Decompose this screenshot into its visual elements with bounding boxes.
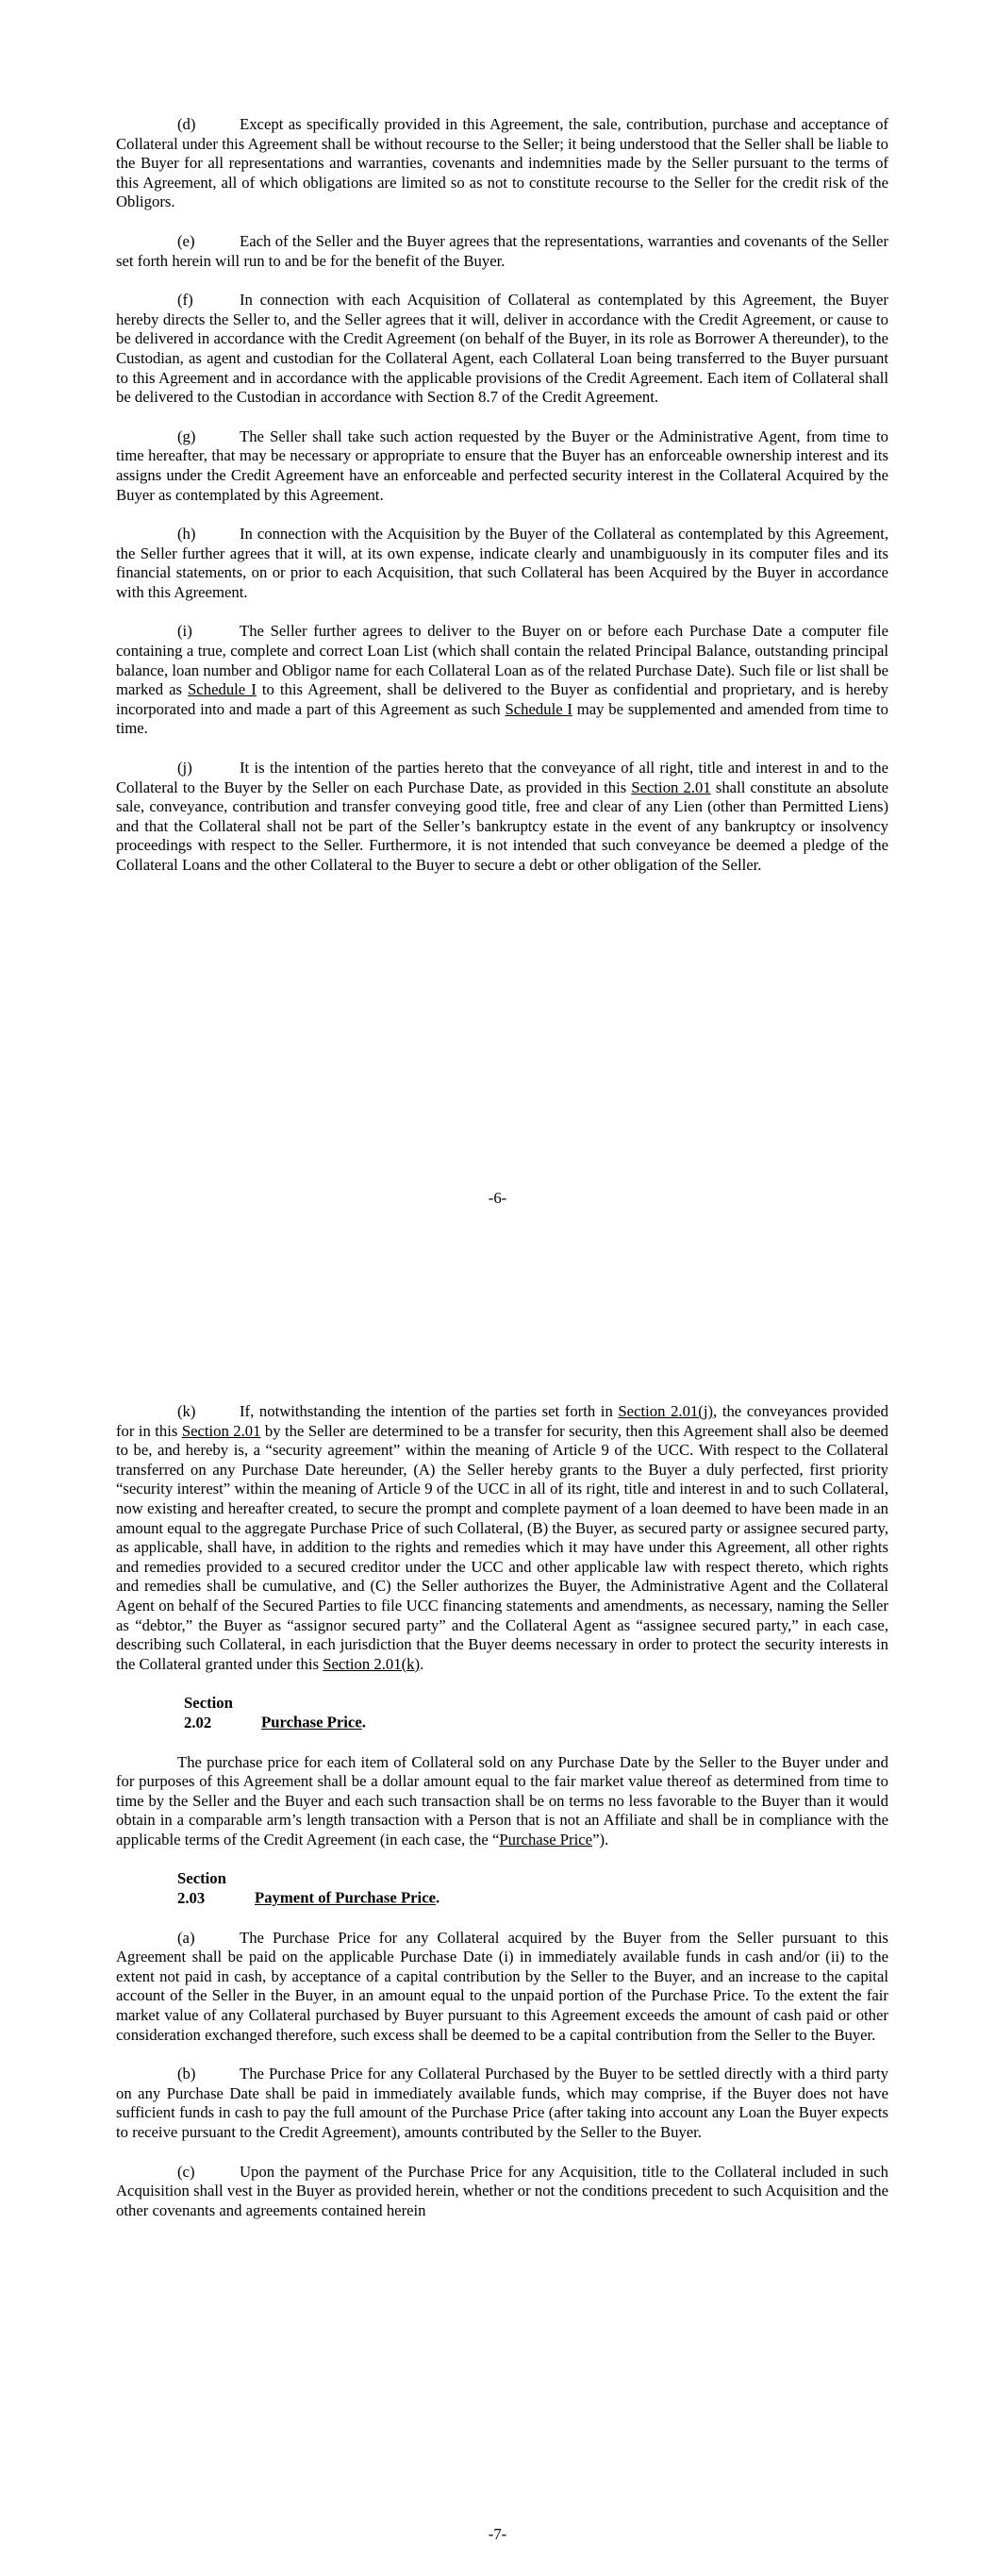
paragraph-k — [116, 1402, 888, 1674]
paragraph-d — [116, 115, 888, 212]
page-7-body — [116, 1402, 888, 2220]
paragraph-text: It is the intention of the parties hereto that the conveyance of all right, title and interest in and to the Collateral to the Buyer by the Seller on each Purchase Date, as provided in this — [116, 759, 888, 796]
page-7 — [0, 1274, 995, 2576]
section-number: Section 2.03 — [177, 1869, 226, 1908]
paragraph-a — [116, 1929, 888, 2046]
paragraph-text: The Purchase Price for any Collateral Purchased by the Buyer to be settled directly with a third party on any Purchase Date shall be paid in immediately available funds, which may comprise, if the Buyer does not have sufficient funds in cash to pay the full amount of the Purchase Price (after taking into account any Loan the Buyer expects to receive pursuant to the Credit Agreement), amounts contributed by the Seller to the Buyer. — [116, 2065, 888, 2141]
paragraph-text: . — [420, 1654, 424, 1673]
paragraph-text: The purchase price for each item of Collateral sold on any Purchase Date by the Seller to the Buyer under and for purposes of this Agreement shall be a dollar amount equal to the fair market value thereof as determined from time to time by the Seller and the Buyer and each such transaction shall be on terms no less favorable to the Buyer than it would obtain in a comparable arm’s length transaction with a Person that is not an Affiliate and shall be in compliance with the applicable terms of the Credit Agreement (in each case, the “ — [116, 1752, 888, 1848]
paragraph-text: In connection with each Acquisition of Collateral as contemplated by this Agreement, the Buyer hereby directs the Seller to, and the Seller agrees that it will, deliver in accordance with the Credit Agreement, or cause to be delivered in accordance with the Credit Agreement (on behalf of the Buyer, in its role as Borrower A thereunder), to the Custodian, as agent and custodian for the Collateral Agent, each Collateral Loan being transferred to the Buyer pursuant to this Agreement and in accordance with the applicable provisions of the Credit Agreement. Each item of Collateral shall be delivered to the Custodian in accordance with Section 8.7 of the Credit Agreement. — [116, 291, 888, 407]
paragraph-label: (e) — [177, 231, 195, 250]
paragraph-label: (f) — [177, 291, 193, 309]
paragraph-purchase-price — [116, 1753, 888, 1850]
paragraph-h — [116, 525, 888, 602]
paragraph-f — [116, 291, 888, 408]
paragraph-text: The Seller shall take such action requested by the Buyer or the Administrative Agent, from time to time hereafter, that may be necessary or appropriate to ensure that the Buyer has an enforceable ownership interest and its assigns under the Credit Agreement have an enforceable and perfected security interest in the Collateral Acquired by the Buyer as contemplated by this Agreement. — [116, 427, 888, 504]
section-title-end: . — [361, 1713, 366, 1731]
defined-term-purchase-price: Purchase Price — [499, 1830, 593, 1848]
paragraph-text: , the conveyances provided for in this — [116, 1402, 888, 1440]
paragraph-j — [116, 759, 888, 876]
paragraph-text: may be supplemented and amended from time to time. — [116, 699, 888, 738]
page-number: -6- — [488, 1189, 507, 1207]
paragraph-text: In connection with the Acquisition by the Buyer of the Collateral as contemplated by this Agreement, the Seller further agrees that it will, at its own expense, indicate clearly and unambiguously in its computer files and its financial statements, on or prior to each Acquisition, that such Collateral has been Acquired by the Buyer in accordance with this Agreement. — [116, 525, 888, 601]
paragraph-text: by the Seller are determined to be a transfer for security, then this Agreement shall also be deemed to be, and hereby is, a “security agreement” within the meaning of Article 9 of the UCC. With respect to the Collateral transferred on any Purchase Date hereunder, (A) the Seller hereby grants to the Buyer a duly perfected, first priority “security interest” within the meaning of Article 9 of the UCC in all of its right, title and interest in and to such Collateral, now existing and hereafter created, to secure the prompt and complete payment of a loan deemed to have been made in an amount equal to the aggregate Purchase Price of such Collateral, (B) the Buyer, as secured party or assignee secured party, as applicable, shall have, in addition to the rights and remedies which it may have under this Agreement, all other rights and remedies provided to a secured creditor under the UCC and other applicable law with respect thereto, which rights and remedies shall be cumulative, and (C) the Seller authorizes the Buyer, the Administrative Agent and the Collateral Agent on behalf of the Secured Parties to file UCC financing statements and amendments, as necessary, naming the Seller as “debtor,” the Buyer as “assignor secured party” and the Collateral Agent as “assignee secured party,” in each case, describing such Collateral, in each jurisdiction that the Buyer deems necessary in order to protect the security interests in the Collateral granted under this — [116, 1421, 889, 1673]
paragraph-label: (h) — [177, 525, 196, 544]
section-2-02-heading — [116, 1694, 888, 1732]
paragraph-text: Except as specifically provided in this Agreement, the sale, contribution, purchase and acceptance of Collateral under this Agreement shall be without recourse to the Seller; it being understood that the Seller shall be liable to the Buyer for all representations and warranties, covenants and indemnities made by the Seller pursuant to the terms of this Agreement, all of which obligations are limited so as not to constitute recourse to the Seller for the credit risk of the Obligors. — [116, 115, 888, 211]
paragraph-text: The Seller further agrees to deliver to the Buyer on or before each Purchase Date a computer file containing a true, complete and correct Loan List (which shall contain the related Principal Balance, outstanding principal balance, loan number and Obligor name for each Collateral Loan as of the related Purchase Date). Such file or list shall be marked as — [116, 622, 888, 699]
paragraph-i — [116, 622, 888, 739]
paragraph-text: ”). — [592, 1830, 609, 1848]
paragraph-c — [116, 2163, 888, 2221]
page-number: -7- — [488, 2525, 507, 2543]
paragraph-label: (d) — [177, 115, 196, 133]
schedule-i-reference: Schedule I — [188, 680, 257, 699]
paragraph-label: (g) — [177, 427, 196, 445]
section-title: Payment of Purchase Price — [255, 1889, 437, 1908]
section-title: Purchase Price — [261, 1713, 362, 1731]
paragraph-text: to this Agreement, shall be delivered to the Buyer as confidential and proprietary, and is hereby incorporated into and made a part of this Agreement as such — [116, 680, 888, 718]
paragraph-text: Upon the payment of the Purchase Price for any Acquisition, title to the Collateral included in such Acquisition shall vest in the Buyer as provided herein, whether or not the conditions precedent to such Acquisition and the other covenants and agreements contained herein — [116, 2162, 888, 2219]
section-reference: Section 2.01(j) — [618, 1402, 714, 1420]
schedule-i-reference: Schedule I — [505, 699, 572, 718]
paragraph-g — [116, 427, 888, 505]
paragraph-text: Each of the Seller and the Buyer agrees that the representations, warranties and covenants of the Seller set forth herein will run to and be for the benefit of the Buyer. — [116, 231, 888, 270]
section-title-end: . — [436, 1889, 440, 1908]
paragraph-text: If, notwithstanding the intention of the parties set forth in — [240, 1402, 619, 1420]
section-reference: Section 2.01 — [631, 778, 711, 796]
paragraph-label: (c) — [177, 2162, 195, 2181]
page-6-body — [116, 115, 888, 876]
section-reference: Section 2.01 — [181, 1421, 261, 1440]
paragraph-label: (b) — [177, 2065, 196, 2083]
paragraph-text: The Purchase Price for any Collateral acquired by the Buyer from the Seller pursuant to this Agreement shall be paid on the applicable Purchase Date (i) in immediately available funds in cash and/or (ii) to the extent not paid in cash, by acceptance of a capital contribution by the Seller to the Buyer, and an increase to the capital account of the Seller in the Buyer, in an amount equal to the unpaid portion of the Purchase Price. To the extent the fair market value of any Collateral purchased by Buyer pursuant to this Agreement exceeds the amount of cash paid or other consideration exchanged therefore, such excess shall be deemed to be a capital contribution from the Seller to the Buyer. — [116, 1928, 888, 2044]
section-number: Section 2.02 — [184, 1694, 233, 1731]
paragraph-b — [116, 2065, 888, 2142]
paragraph-label: (k) — [177, 1402, 196, 1420]
paragraph-label: (j) — [177, 759, 192, 778]
paragraph-text: shall constitute an absolute sale, conveyance, contribution and transfer conveying good title, free and clear of any Lien (other than Permitted Liens) and that the Collateral shall not be part of the Seller’s bankruptcy estate in the event of any bankruptcy or insolvency proceedings with respect to the Seller. Furthermore, it is not intended that such conveyance be deemed a pledge of the Collateral Loans and the other Collateral to the Buyer to secure a debt or other obligation of the Seller. — [116, 778, 888, 874]
page-6 — [0, 0, 995, 1274]
paragraph-label: (a) — [177, 1928, 195, 1947]
section-reference: Section 2.01(k) — [323, 1654, 421, 1673]
paragraph-label: (i) — [177, 622, 192, 641]
section-2-03-heading — [116, 1869, 888, 1908]
paragraph-e — [116, 232, 888, 271]
